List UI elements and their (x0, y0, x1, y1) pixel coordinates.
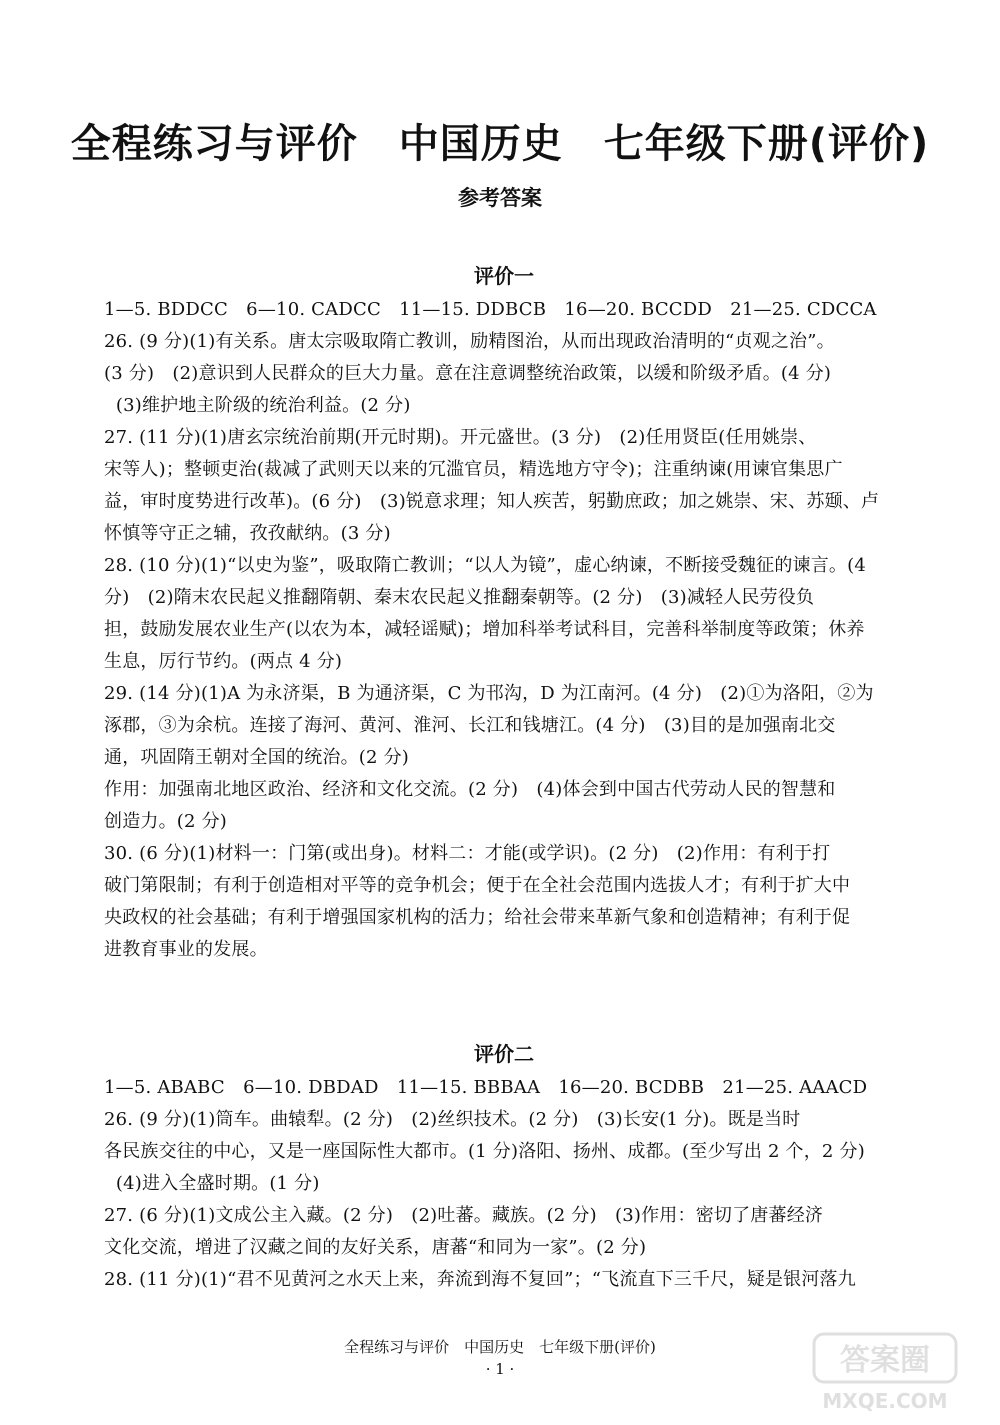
page-subtitle: 参考答案 (458, 186, 542, 210)
answer-line: 生息，厉行节约。(两点 4 分) (104, 651, 343, 672)
section-title: 评价一 (474, 264, 534, 288)
answer-line: 1—5. BDDCC 6—10. CADCC 11—15. DDBCB 16—20. BCCDD 21—25. CDCCA (104, 299, 877, 320)
answer-line: 作用：加强南北地区政治、经济和文化交流。(2 分) (4)体会到中国古代劳动人民的智慧和 (104, 779, 836, 800)
page-title: 全程练习与评价 中国历史 七年级下册(评价) (70, 121, 930, 167)
answer-line: 创造力。(2 分) (104, 811, 228, 832)
watermark-bottom-text: MXQE.COM (822, 1389, 948, 1413)
answer-line: 26. (9 分)(1)有关系。唐太宗吸取隋亡教训，励精图治，从而出现政治清明的“贞观之治”。 (104, 331, 835, 352)
footer-page-number: · 1 · (485, 1360, 515, 1378)
answer-line: 29. (14 分)(1)A 为永济渠，B 为通济渠，C 为邗沟，D 为江南河。(4 分) (2)①为洛阳，②为 (104, 683, 874, 704)
answer-line: 益，审时度势进行改革)。(6 分) (3)锐意求理；知人疾苦，躬勤庶政；加之姚崇、宋、苏颋、卢 (104, 491, 880, 512)
answer-line: 26. (9 分)(1)筒车。曲辕犁。(2 分) (2)丝织技术。(2 分) (3)长安(1 分)。既是当时 (104, 1109, 801, 1130)
answer-line: 文化交流，增进了汉藏之间的友好关系，唐蕃“和同为一家”。(2 分) (104, 1237, 647, 1258)
answer-line: 进教育事业的发展。 (104, 939, 268, 960)
section-evaluation-1 (104, 258, 904, 966)
answer-line: 宋等人)；整顿吏治(裁减了武则天以来的冗滥官员，精选地方守令)；注重纳谏(用谏官集思广 (104, 459, 843, 480)
answer-line: 涿郡，③为余杭。连接了海河、黄河、淮河、长江和钱塘江。(4 分) (3)目的是加强南北交 (104, 715, 836, 736)
answer-line: (4)进入全盛时期。(1 分) (104, 1173, 320, 1194)
answer-line: (3)维护地主阶级的统治利益。(2 分) (104, 395, 411, 416)
answer-line: 27. (11 分)(1)唐玄宗统治前期(开元时期)。开元盛世。(3 分) (2)任用贤臣(任用姚崇、 (104, 427, 817, 448)
footer-book-title: 全程练习与评价 中国历史 七年级下册(评价) (344, 1338, 656, 1356)
answer-line: 通，巩固隋王朝对全国的统治。(2 分) (104, 747, 410, 768)
watermark-top-text: 答案圈 (840, 1343, 930, 1378)
answer-line: 怀慎等守正之辅，孜孜献纳。(3 分) (104, 523, 391, 544)
answer-line: 30. (6 分)(1)材料一：门第(或出身)。材料二：才能(或学识)。(2 分) (2)作用：有利于打 (104, 843, 831, 864)
answer-line: 28. (10 分)(1)“以史为鉴”，吸取隋亡教训；“以人为镜”，虚心纳谏，不断接受魏征的谏言。(4 (104, 555, 866, 576)
answer-line: 各民族交往的中心，又是一座国际性大都市。(1 分)洛阳、扬州、成都。(至少写出 2 个，2 分) (104, 1141, 865, 1162)
answer-line: 分) (2)隋末农民起义推翻隋朝、秦末农民起义推翻秦朝等。(2 分) (3)减轻人民劳役负 (104, 587, 815, 608)
answer-line: 破门第限制；有利于创造相对平等的竞争机会；便于在全社会范围内选拔人才；有利于扩大中 (104, 875, 851, 896)
section-title: 评价二 (474, 1042, 534, 1066)
answer-line: 担，鼓励发展农业生产(以农为本，减轻谣赋)；增加科举考试科目，完善科举制度等政策；休养 (104, 619, 865, 640)
answer-line: 央政权的社会基础；有利于增强国家机构的活力；给社会带来革新气象和创造精神；有利于促 (104, 907, 851, 928)
answer-line: (3 分) (2)意识到人民群众的巨大力量。意在注意调整统治政策，以缓和阶级矛盾。(4 分) (104, 363, 832, 384)
section-evaluation-2 (104, 1036, 904, 1296)
answer-line: 1—5. ABABC 6—10. DBDAD 11—15. BBBAA 16—20. BCDBB 21—25. AAACD (104, 1077, 868, 1098)
answer-line: 28. (11 分)(1)“君不见黄河之水天上来，奔流到海不复回”；“飞流直下三千尺，疑是银河落九 (104, 1269, 856, 1290)
watermark-logo (810, 1330, 960, 1415)
answer-line: 27. (6 分)(1)文成公主入藏。(2 分) (2)吐蕃。藏族。(2 分) (3)作用：密切了唐蕃经济 (104, 1205, 824, 1226)
